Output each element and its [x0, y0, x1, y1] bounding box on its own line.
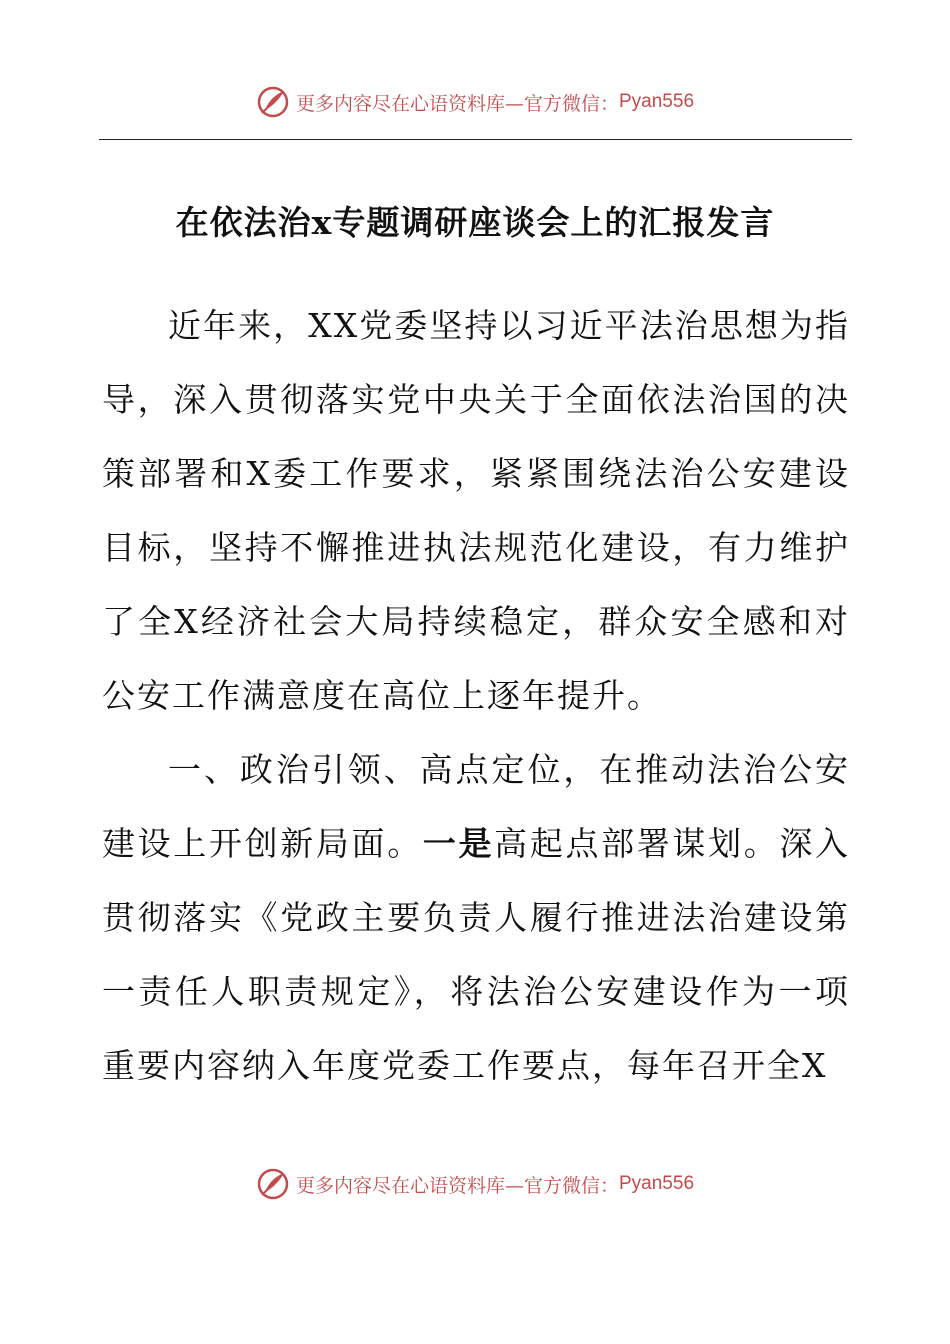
- paragraph-1: 近年来，XX党委坚持以习近平法治思想为指导，深入贯彻落实党中央关于全面依法治国的决策部署和X委工作要求，紧紧围绕法治公安建设目标，坚持不懈推进执法规范化建设，有力维护了全X经济社会大局持续稳定，群众安全感和对公安工作满意度在高位上逐年提升。: [102, 306, 850, 715]
- banner-wechat-id: Pyan556: [619, 1173, 695, 1194]
- header-divider: [99, 139, 852, 140]
- quill-logo-icon: [256, 85, 290, 119]
- paragraph-2-rest: 高起点部署谋划。深入贯彻落实《党政主要负责人履行推进法治建设第一责任人职责规定》，将法治公安建设作为一项重要内容纳入年度党委工作要点，每年召开全X: [102, 824, 851, 1085]
- bold-marker: 一是: [422, 824, 495, 863]
- document-body: [102, 289, 850, 1103]
- banner-text: 更多内容尽在心语资料库—官方微信：: [295, 1174, 619, 1197]
- document-title: 在依法治x专题调研座谈会上的汇报发言: [175, 203, 775, 242]
- header-banner: [0, 78, 950, 126]
- quill-logo-icon: [256, 1167, 290, 1201]
- paragraph-2: [102, 733, 850, 1103]
- section-heading: 一、政治引领、高点定位，在推动法治公安建设上开创新局面。: [102, 750, 850, 863]
- banner-wechat-id: Pyan556: [619, 91, 695, 112]
- footer-banner: [0, 1160, 950, 1208]
- banner-text: 更多内容尽在心语资料库—官方微信：: [295, 92, 619, 115]
